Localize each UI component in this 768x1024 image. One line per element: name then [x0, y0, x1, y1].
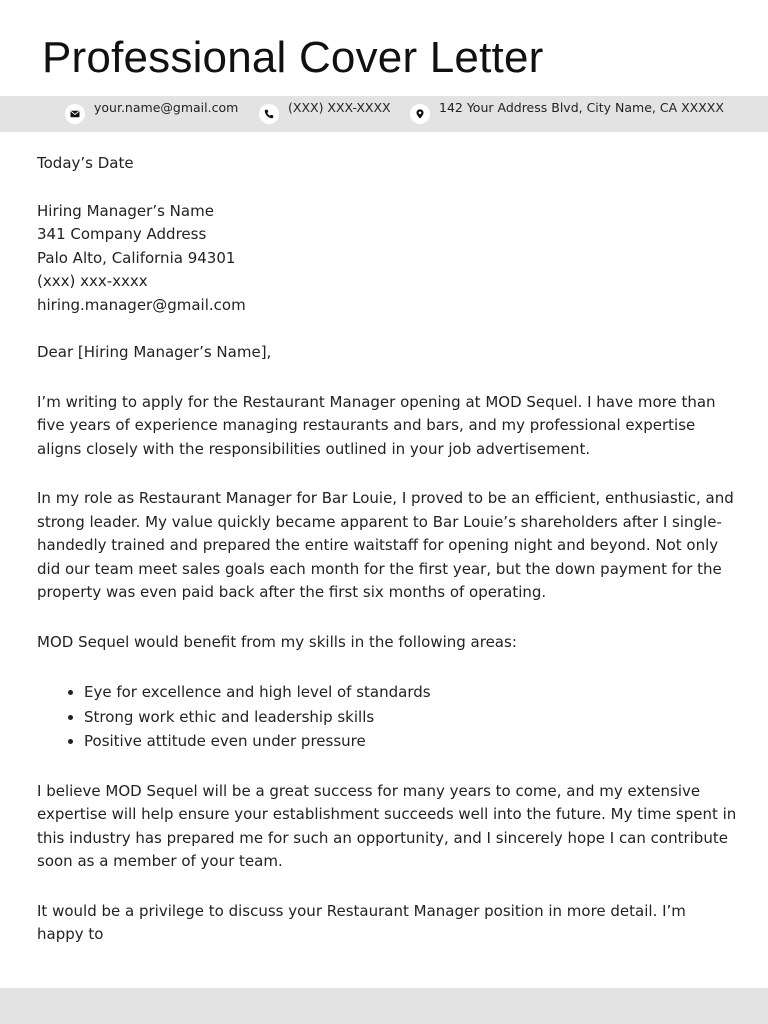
envelope-icon	[65, 104, 85, 124]
letter-body	[37, 152, 737, 973]
recipient-email: hiring.manager@gmail.com	[37, 295, 246, 314]
page-title: Professional Cover Letter	[42, 33, 544, 82]
contact-email-text: your.name@gmail.com	[94, 100, 239, 115]
recipient-city: Palo Alto, California 94301	[37, 248, 236, 267]
recipient-street: 341 Company Address	[37, 225, 207, 243]
recipient-address	[37, 200, 737, 318]
contact-bar	[0, 96, 768, 132]
contact-address-text: 142 Your Address Blvd, City Name, CA XXXXX	[439, 100, 724, 115]
letter-date: Today’s Date	[37, 154, 134, 172]
list-item: • Positive attitude even under pressure	[84, 729, 737, 754]
map-pin-icon	[410, 104, 430, 124]
list-item: • Strong work ethic and leadership skills	[84, 705, 737, 730]
recipient-name: Hiring Manager’s Name	[37, 201, 214, 220]
list-item: • Eye for excellence and high level of standards	[84, 680, 737, 705]
salutation: Dear [Hiring Manager’s Name],	[37, 343, 272, 361]
paragraph-experience: In my role as Restaurant Manager for Bar Louie, I proved to be an efficient, enthusiastic, and strong leader. My value quickly became apparent to Bar Louie’s shareholders after I single-handedly trained and prepared the entire waitstaff for opening night and beyond. Not only did our team meet sales goals each month for the first year, but the down payment for the property was even paid back after the first six months of operating.	[37, 489, 734, 601]
paragraph-closing: I believe MOD Sequel will be a great success for many years to come, and my extensive expertise will help ensure your establishment succeeds well into the future. My time spent in this industry has prepared me for such an opportunity, and I sincerely hope I can contribute soon as a member of your team.	[37, 781, 737, 870]
footer-band	[0, 988, 768, 1024]
skills-list	[37, 680, 737, 754]
recipient-phone: (xxx) xxx-xxxx	[37, 272, 148, 290]
paragraph-intro: I’m writing to apply for the Restaurant Manager opening at MOD Sequel. I have more than five years of experience managing restaurants and bars, and my professional expertise aligns closely with the responsibilities outlined in your job advertisement.	[37, 392, 716, 458]
paragraph-skills-intro: MOD Sequel would benefit from my skills in the following areas:	[37, 632, 517, 651]
contact-phone-text: (XXX) XXX-XXXX	[288, 100, 391, 115]
phone-icon	[259, 104, 279, 124]
paragraph-final: It would be a privilege to discuss your Restaurant Manager position in more detail. I’m happy to	[37, 901, 686, 943]
